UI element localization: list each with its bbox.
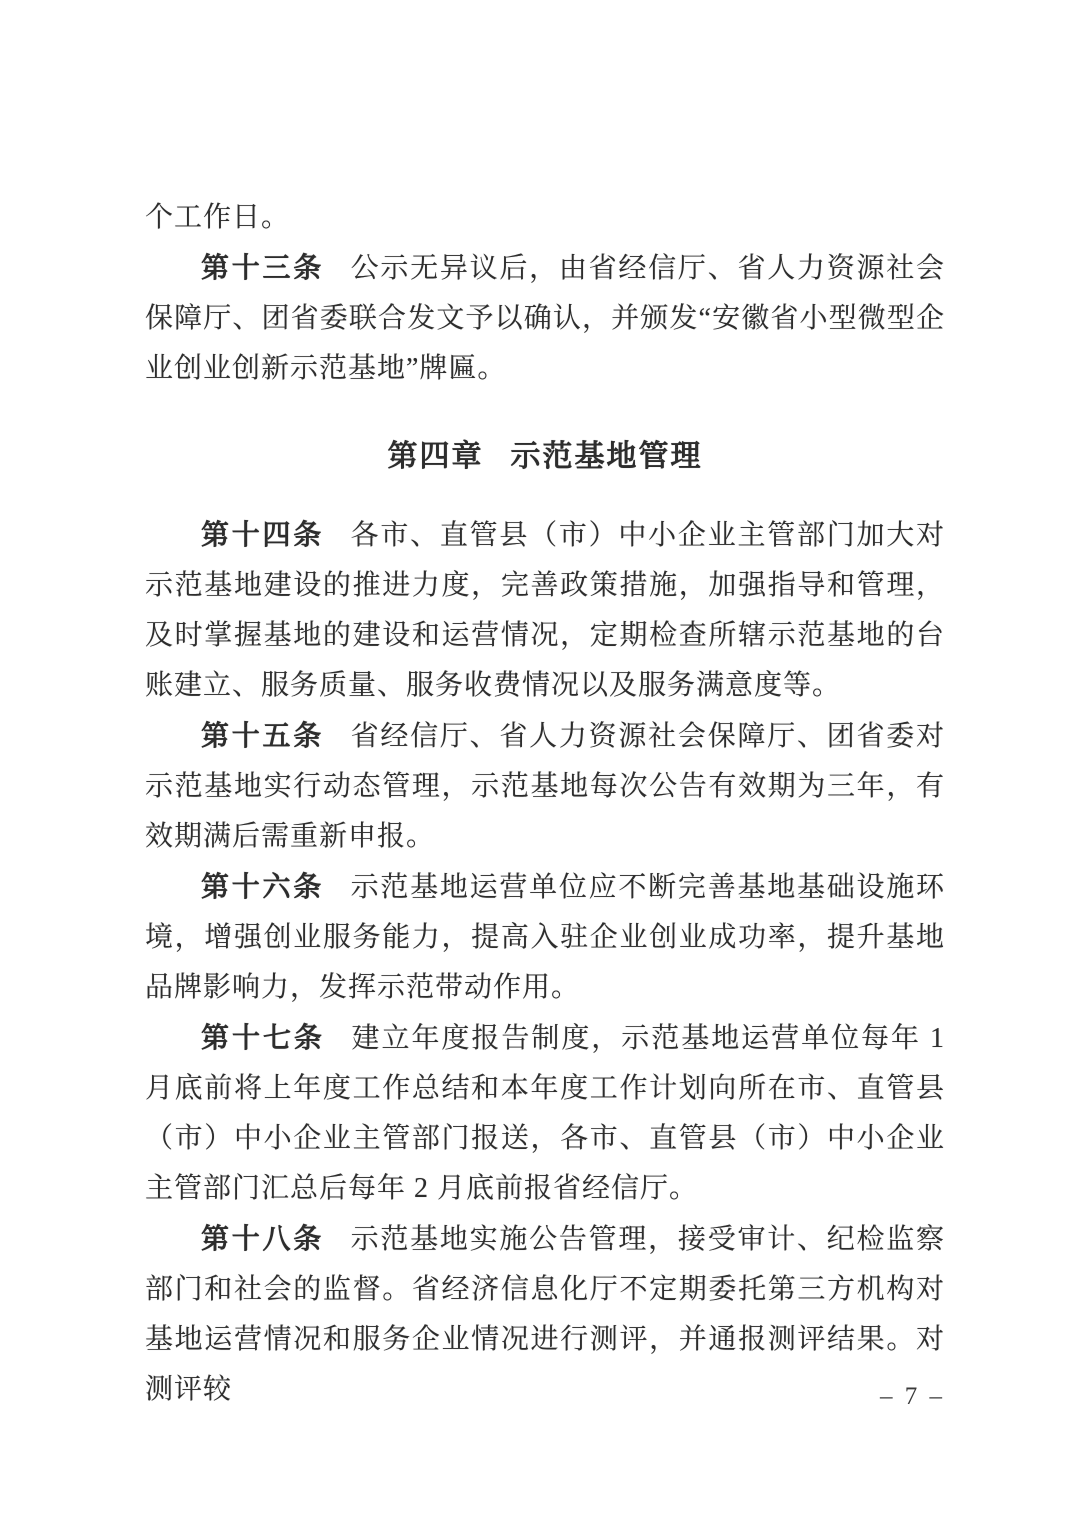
chapter-heading: [145, 432, 945, 482]
article-18-text: 示范基地实施公告管理，接受审计、纪检监察部门和社会的监督。省经济信息化厅不定期委托第三方机构对基地运营情况和服务企业情况进行测评，并通报测评结果。对测评较: [145, 1224, 945, 1405]
paragraph-article-18: [145, 1214, 945, 1415]
document-body: [145, 193, 945, 1415]
paragraph-article-17: [145, 1013, 945, 1214]
article-13-label: 第十三条: [201, 252, 325, 283]
article-14-text: 各市、直管县（市）中小企业主管部门加大对示范基地建设的推进力度，完善政策措施，加强指导和管理，及时掌握基地的建设和运营情况，定期检查所辖示范基地的台账建立、服务质量、服务收费情况以及服务满意度等。: [145, 520, 945, 701]
paragraph-continuation: [145, 193, 945, 243]
article-15-label: 第十五条: [201, 720, 325, 751]
paragraph-article-15: [145, 711, 945, 862]
article-16-label: 第十六条: [201, 871, 325, 902]
article-17-label: 第十七条: [201, 1022, 325, 1053]
paragraph-article-14: [145, 510, 945, 711]
chapter-title: 示范基地管理: [510, 440, 703, 473]
article-18-label: 第十八条: [201, 1223, 325, 1254]
article-17-text: 建立年度报告制度，示范基地运营单位每年 1 月底前将上年度工作总结和本年度工作计划向所在市、直管县（市）中小企业主管部门报送，各市、直管县（市）中小企业主管部门汇总后每年 2 月底前报省经信厅。: [145, 1023, 945, 1204]
article-14-label: 第十四条: [201, 519, 325, 550]
article-16-text: 示范基地运营单位应不断完善基地基础设施环境，增强创业服务能力，提高入驻企业创业成功率，提升基地品牌影响力，发挥示范带动作用。: [145, 872, 945, 1003]
chapter-number: 第四章: [387, 440, 484, 473]
paragraph-article-13: [145, 243, 945, 394]
paragraph-article-16: [145, 862, 945, 1013]
paragraph-text: 个工作日。: [145, 202, 291, 233]
article-13-text: 公示无异议后，由省经信厅、省人力资源社会保障厅、团省委联合发文予以确认，并颁发“安徽省小型微型企业创业创新示范基地”牌匾。: [145, 253, 945, 384]
article-15-text: 省经信厅、省人力资源社会保障厅、团省委对示范基地实行动态管理，示范基地每次公告有效期为三年，有效期满后需重新申报。: [145, 721, 945, 852]
page-number: – 7 –: [880, 1383, 945, 1410]
